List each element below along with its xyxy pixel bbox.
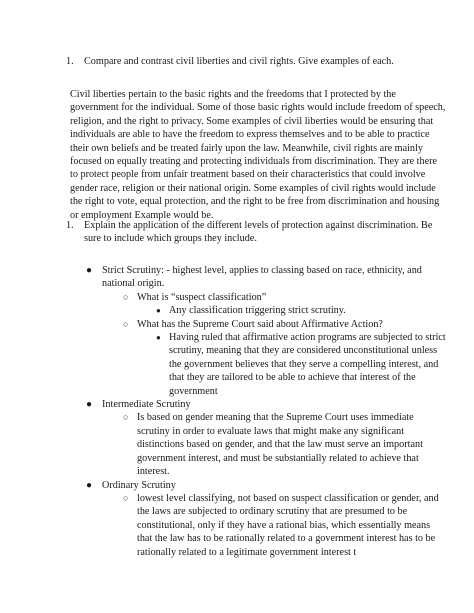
sub-bullet-marker: ○ bbox=[123, 492, 129, 503]
answer-1-paragraph bbox=[70, 88, 446, 222]
ordinary-scrutiny-detail bbox=[123, 492, 446, 559]
intermediate-scrutiny-detail-text: Is based on gender meaning that the Supreme Court uses immediate scrutiny in order to evaluate laws that might make any significant distinctions based on gender, and that the law must serve an important government interest, and must be substantially related to achieve that interest. bbox=[137, 412, 423, 478]
affirmative-action-answer-text: Having ruled that affirmative action programs are subjected to strict scrutiny, meaning that they are considered unconstitutional unless the government believes that they serve a compelling interest, and that they are tailored to be able to achieve that interest of the government bbox=[169, 332, 446, 397]
suspect-classification-answer bbox=[156, 304, 446, 317]
sub-bullet-marker: ○ bbox=[123, 412, 129, 423]
ordinary-scrutiny-detail-text: lowest level classifying, not based on suspect classification or gender, and the laws are subjected to ordinary scrutiny that are presumed to be constitutional, only if they have a rational bias, which essentially means that the law has to be rationally related to a government interest has to be rationally related to a legitimate government interest t bbox=[137, 492, 439, 558]
suspect-classification-question: What is “suspect classification” bbox=[137, 291, 267, 303]
intermediate-scrutiny-item bbox=[86, 398, 446, 478]
affirmative-action-answer bbox=[156, 331, 446, 398]
question-2 bbox=[66, 219, 446, 246]
suspect-classification-answer-text: Any classification triggering strict scrutiny. bbox=[169, 305, 346, 317]
ordinary-scrutiny-item bbox=[86, 479, 446, 559]
bullet-marker: ● bbox=[86, 479, 93, 491]
question-1-text: Compare and contrast civil liberties and civil rights. Give examples of each. bbox=[84, 56, 394, 67]
intermediate-scrutiny-detail bbox=[123, 411, 446, 478]
intermediate-scrutiny-text: Intermediate Scrutiny bbox=[102, 399, 191, 411]
question-2-text: Explain the application of the different levels of protection against discrimination. Be sure to include which groups they include. bbox=[84, 220, 433, 245]
sub-bullet-marker: ○ bbox=[123, 318, 129, 329]
sub-sub-bullet-marker: ● bbox=[156, 333, 161, 343]
scrutiny-levels-list bbox=[86, 264, 446, 559]
answer-1-text: Civil liberties pertain to the basic rights and the freedoms that I protected by the government for the individual. Some of those basic rights would include freedom of speech, religion, and the right to privacy. Some examples of civil liberties would be ensuring that individuals are able to have the freedom to express themselves and to be able to practice their own beliefs and be treated fairly upon the law. Meanwhile, civil rights are mainly focused on equally treating and protecting individuals from discrimination. They are there to protect people from unfair treatment based on their characteristics that could involve gender race, religion or their national origin. Some examples of civil rights would include the right to vote, equal protection, and the right to be free from discrimination and housing or employment Example would be. bbox=[70, 89, 446, 221]
question-1-number: 1. bbox=[66, 56, 74, 67]
strict-scrutiny-text: Strict Scrutiny: - highest level, applies to classing based on race, ethnicity, and national origin. bbox=[102, 265, 422, 290]
sub-sub-bullet-marker: ● bbox=[156, 306, 161, 316]
affirmative-action-item bbox=[123, 318, 446, 398]
bullet-marker: ● bbox=[86, 265, 93, 276]
ordinary-scrutiny-text: Ordinary Scrutiny bbox=[102, 479, 176, 491]
question-1 bbox=[66, 55, 446, 68]
suspect-classification-item bbox=[123, 291, 446, 318]
strict-scrutiny-item bbox=[86, 264, 446, 398]
bullet-marker: ● bbox=[86, 399, 93, 411]
question-2-number: 1. bbox=[66, 220, 74, 231]
sub-bullet-marker: ○ bbox=[123, 291, 129, 302]
affirmative-action-question: What has the Supreme Court said about Affirmative Action? bbox=[137, 318, 383, 330]
